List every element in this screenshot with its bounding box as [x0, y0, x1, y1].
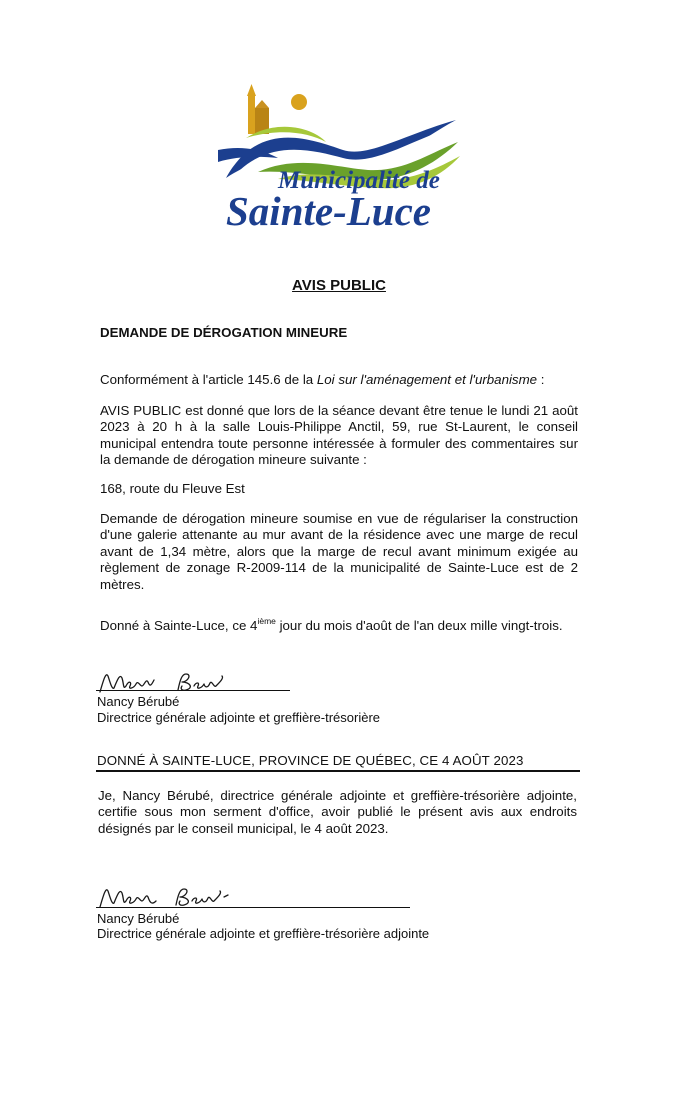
logo-line2: Sainte-Luce: [226, 188, 431, 230]
given-prefix: Donné à Sainte-Luce, ce 4: [100, 618, 258, 633]
signatory-name-2: Nancy Bérubé: [97, 911, 180, 926]
handwritten-signature-2: [96, 883, 246, 913]
law-title: Loi sur l'aménagement et l'urbanisme: [316, 372, 538, 387]
signature-line-2: [96, 907, 410, 908]
sun-icon: [291, 94, 307, 110]
church-icon: [247, 84, 269, 134]
property-address: 168, route du Fleuve Est: [100, 481, 245, 496]
document-title: [0, 277, 678, 294]
certificate-paragraph: Je, Nancy Bérubé, directrice générale adjointe et greffière-trésorière adjointe, certifie sous mon serment d'office, avoir publié le présent avis aux endroits désignés par le conseil municipal, le 4 août 2023.: [98, 788, 577, 836]
logo-line1: Municipalité de: [278, 167, 440, 194]
given-suffix: jour du mois d'août de l'an deux mille vingt-trois.: [275, 618, 563, 633]
logo-graphic: [218, 80, 468, 230]
given-date-line: [100, 618, 580, 634]
legal-reference: [100, 372, 580, 388]
signatory-role-1: Directrice générale adjointe et greffière-trésorière: [97, 710, 381, 725]
signature-line-1: [96, 690, 290, 691]
request-paragraph: Demande de dérogation mineure soumise en vue de régulariser la construction d'une galerie attenante au mur avant de la résidence avec une marge de recul avant de 1,34 mètre, alors que la marge de recul avant minimum exigée au règlement de zonage R-2009-114 de la municipalité de Sainte-Luce est de 2 mètres.: [100, 511, 578, 592]
notice-paragraph: AVIS PUBLIC est donné que lors de la séance devant être tenue le lundi 21 août 2023 à 20 h à la salle Louis-Philippe Anctil, 59, rue St-Laurent, le conseil municipal entendra toute personne intéressée à formuler des commentaires sur la demande de dérogation mineure suivante :: [100, 403, 578, 468]
title-text: AVIS PUBLIC: [292, 277, 386, 294]
legal-prefix: Conformément à l'article 145.6 de la: [100, 372, 317, 387]
signatory-role-2: Directrice générale adjointe et greffière-trésorière adjointe: [97, 926, 430, 941]
given-sup: ième: [257, 616, 276, 626]
legal-suffix: :: [537, 372, 545, 387]
signatory-name-1: Nancy Bérubé: [97, 694, 180, 709]
notice-subject: DEMANDE DE DÉROGATION MINEURE: [100, 325, 348, 340]
certificate-heading: DONNÉ À SAINTE-LUCE, PROVINCE DE QUÉBEC, CE 4 AOÛT 2023: [97, 753, 524, 768]
certificate-rule: [96, 770, 580, 772]
municipality-logo: [218, 80, 468, 235]
